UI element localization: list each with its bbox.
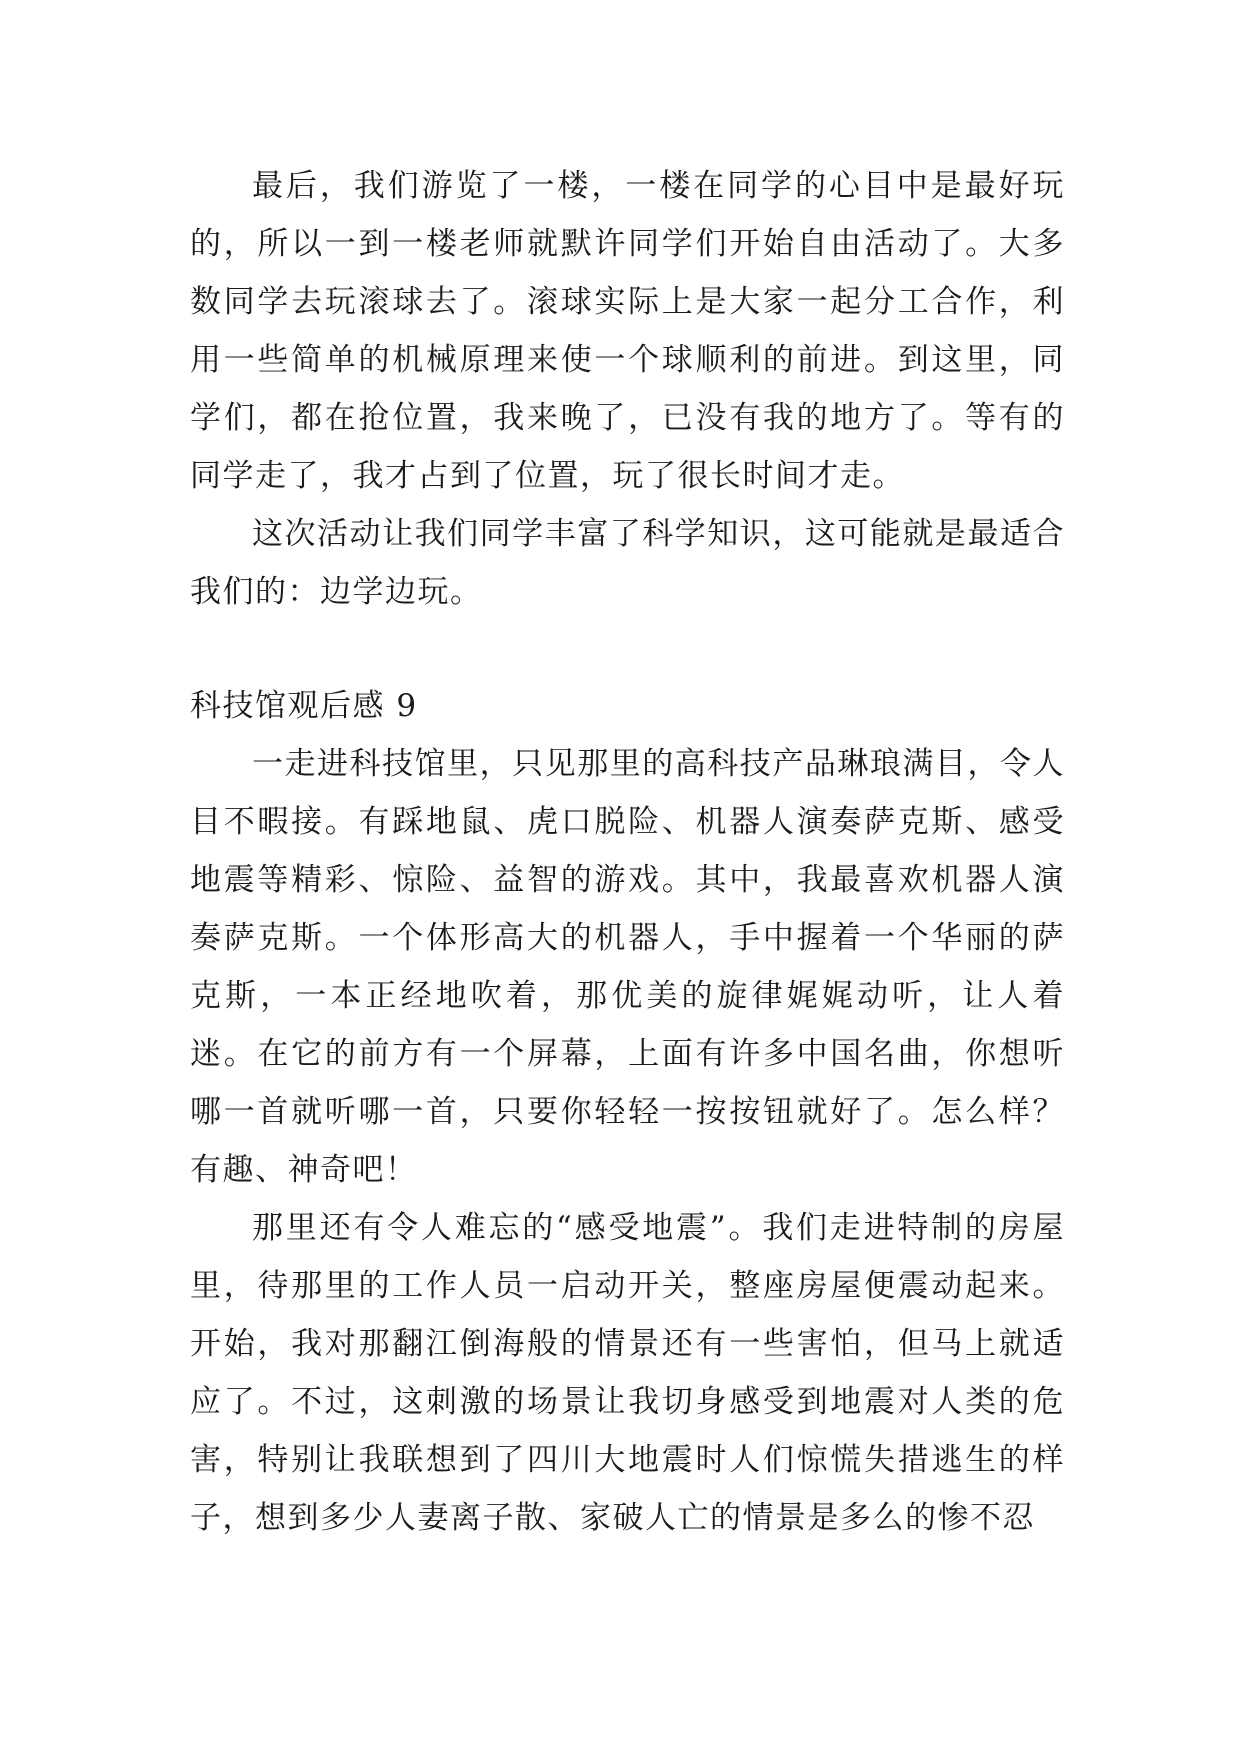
previous-section [190,157,1065,621]
paragraph-1: 最后，我们游览了一楼，一楼在同学的心目中是最好玩的，所以一到一楼老师就默许同学们开始自由活动了。大多数同学去玩滚球去了。滚球实际上是大家一起分工合作，利用一些简单的机械原理来使一个球顺利的前进。到这里，同学们，都在抢位置，我来晚了，已没有我的地方了。等有的同学走了，我才占到了位置，玩了很长时间才走。 [190,168,1065,494]
paragraph-2: 这次活动让我们同学丰富了科学知识，这可能就是最适合我们的：边学边玩。 [190,516,1065,610]
paragraph-4: 那里还有令人难忘的“感受地震”。我们走进特制的房屋里，待那里的工作人员一启动开关，整座房屋便震动起来。开始，我对那翻江倒海般的情景还有一些害怕，但马上就适应了。不过，这刺激的场景让我切身感受到地震对人类的危害，特别让我联想到了四川大地震时人们惊慌失措逃生的样子，想到多少人妻离子散、家破人亡的情景是多么的惨不忍 [190,1210,1065,1536]
current-section [190,677,1065,1547]
paragraph-3: 一走进科技馆里，只见那里的高科技产品琳琅满目，令人目不暇接。有踩地鼠、虎口脱险、机器人演奏萨克斯、感受地震等精彩、惊险、益智的游戏。其中，我最喜欢机器人演奏萨克斯。一个体形高大的机器人，手中握着一个华丽的萨克斯，一本正经地吹着，那优美的旋律娓娓动听，让人着迷。在它的前方有一个屏幕，上面有许多中国名曲，你想听哪一首就听哪一首，只要你轻轻一按按钮就好了。怎么样？有趣、神奇吧！ [190,746,1065,1188]
section-heading: 科技馆观后感 9 [190,688,418,724]
